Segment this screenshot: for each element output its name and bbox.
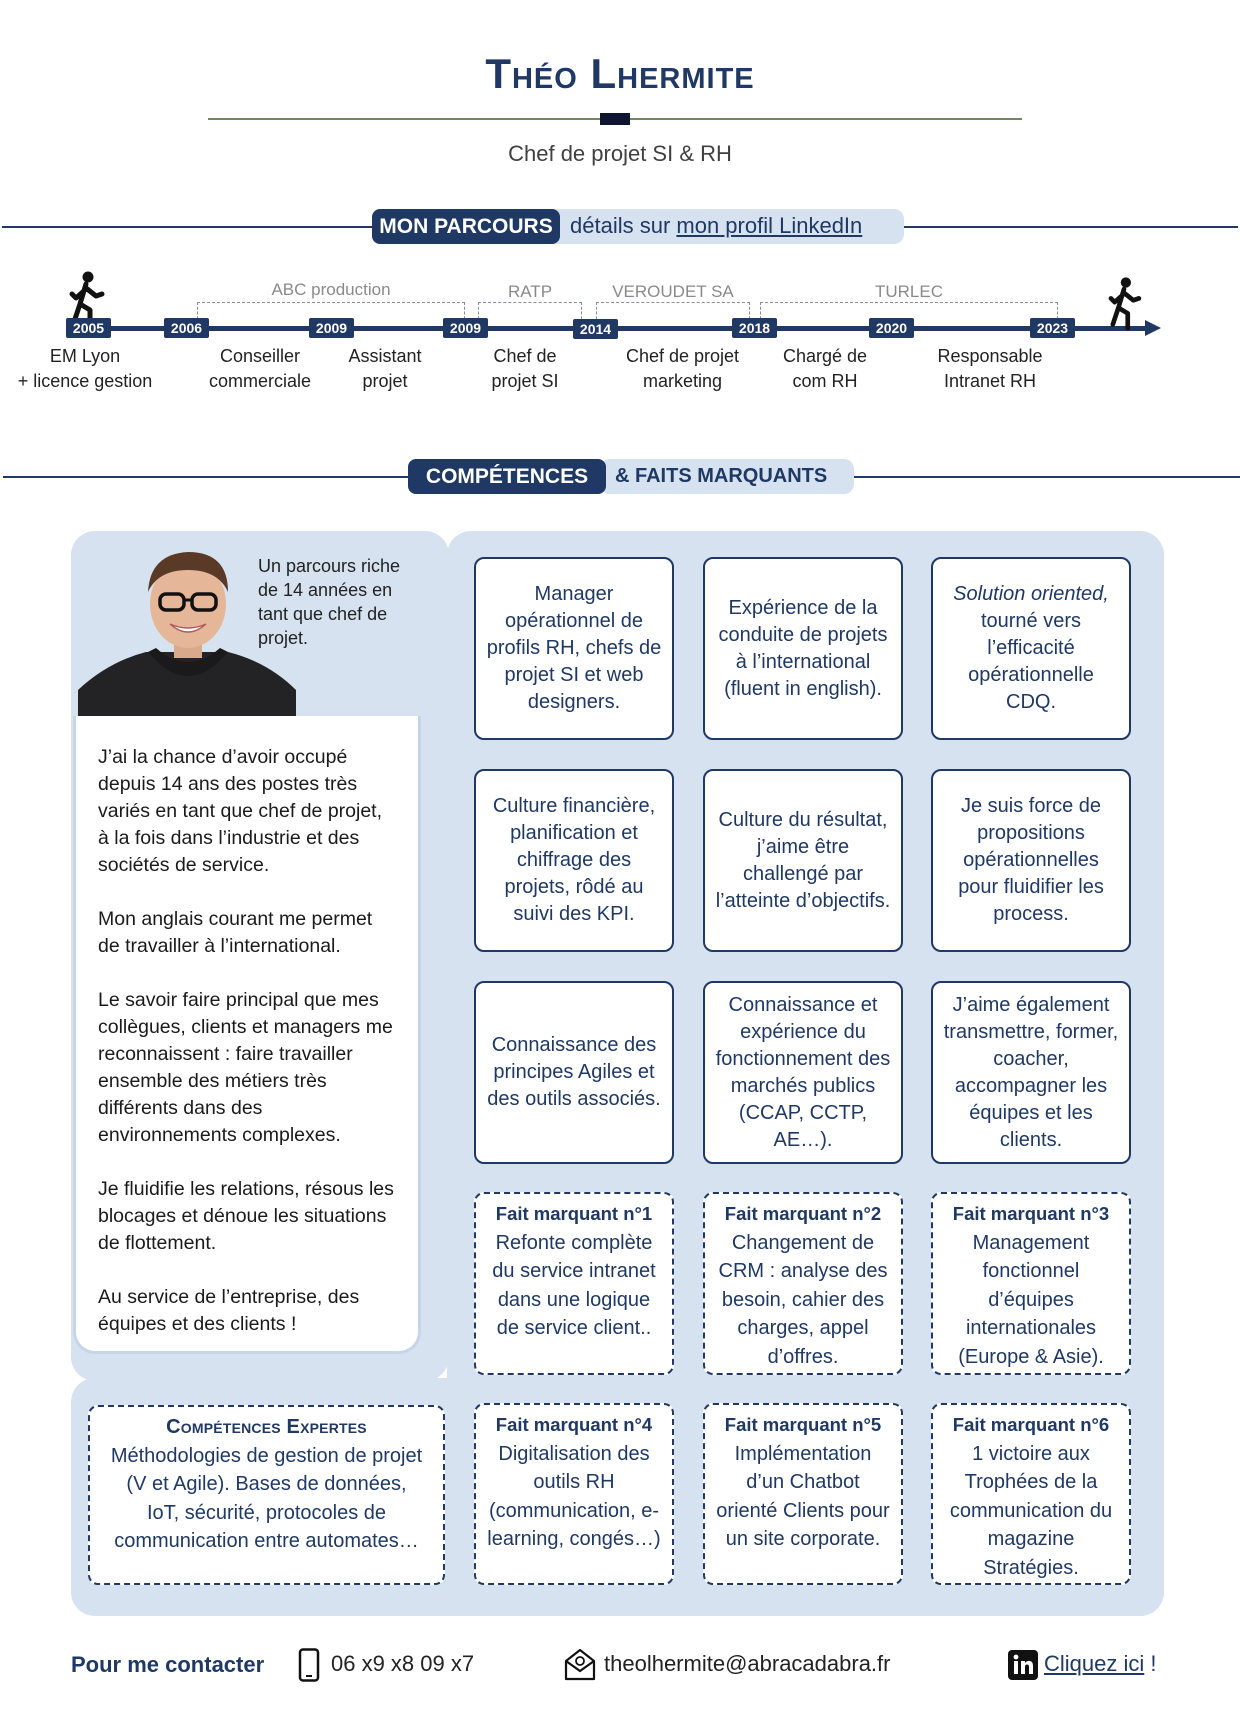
year-badge: 2009 [443,318,488,338]
about-paragraph: Je fluidifie les relations, résous les blocages et dénoue les situations de flottement. [98,1178,394,1254]
timeline-role: Chef de projet marketing [625,346,740,391]
company-label: TURLEC [860,282,958,302]
parcours-details-prefix: détails sur [570,213,677,238]
name-title: Théo Lhermite [485,50,755,97]
competence-card: Culture du résultat, j’aime être challengé par l’atteinte d’objectifs. [703,769,903,952]
timeline-role: EM Lyon + licence gestion [17,346,153,391]
intro-text: Un parcours riche de 14 années en tant que chef de projet. [258,556,401,648]
fait-marquant-card: Fait marquant n°1 Refonte complète du service intranet dans une logique de service client.. [474,1192,674,1375]
title-divider-mark [600,113,630,125]
competences-line-right [852,476,1240,478]
parcours-label: MON PARCOURS [372,209,560,244]
about-box [73,716,421,1354]
year-badge: 2005 [66,318,111,338]
fait-marquant-card: Fait marquant n°3 Management fonctionnel d’équipes internationales (Europe & Asie). [931,1192,1131,1375]
competence-card: Manager opérationnel de profils RH, chefs de projet SI et web designers. [474,557,674,740]
competence-card: J’aime également transmettre, former, coacher, accompagner les équipes et les clients. [931,981,1131,1164]
faits-marquants-pill: & FAITS MARQUANTS [600,459,854,494]
parcours-line-right [902,226,1238,228]
year-badge: 2014 [573,319,618,339]
company-label: VEROUDET SA [606,282,740,302]
timeline-role: Responsable Intranet RH [937,346,1043,391]
competence-card: Connaissance des principes Agiles et des outils associés. [474,981,674,1164]
competence-card: Solution oriented, tourné vers l’efficacité opérationnelle CDQ. [931,557,1131,740]
email-icon [564,1647,596,1681]
timeline-role: Assistant projet [348,346,422,391]
competence-card: Connaissance et expérience du fonctionnement des marchés publics (CCAP, CCTP, AE…). [703,981,903,1164]
about-paragraph: Au service de l’entreprise, des équipes et des clients ! [98,1286,360,1335]
expert-skills-card: Compétences Expertes Méthodologies de gestion de projet (V et Agile). Bases de données, IoT, sécurité, protocoles de communication entre automates… [88,1405,445,1585]
about-paragraph: Mon anglais courant me permet de travailler à l’international. [98,908,373,957]
contact-linkedin [1044,1651,1157,1677]
about-paragraph: Le savoir faire principal que mes collègues, clients et managers me reconnaissent : faire travailler ensemble des métiers très différents dans des environnements complexes. [98,989,393,1146]
timeline-role: Conseiller commerciale [208,346,312,391]
walker-icon [1104,276,1144,332]
fait-marquant-card: Fait marquant n°4 Digitalisation des outils RH (communication, e-learning, congés…) [474,1403,674,1585]
parcours-line-left [2,226,374,228]
fait-marquant-card: Fait marquant n°6 1 victoire aux Trophées de la communication du magazine Stratégies. [931,1403,1131,1585]
linkedin-profile-link[interactable]: mon profil LinkedIn [676,213,863,238]
phone-icon [298,1648,320,1682]
card-italic: Solution oriented, [953,583,1109,605]
parcours-details-pill [540,209,904,244]
company-bracket [478,302,582,324]
competence-card: Je suis force de propositions opérationnelles pour fluidifier les process. [931,769,1131,952]
competence-card: Culture financière, planification et chiffrage des projets, rôdé au suivi des KPI. [474,769,674,952]
year-badge: 2018 [732,318,777,338]
year-badge: 2009 [309,318,354,338]
company-label: RATP [498,282,562,302]
fait-marquant-card: Fait marquant n°2 Changement de CRM : analyse des besoin, cahier des charges, appel d’offres. [703,1192,903,1375]
contact-phone[interactable]: 06 x9 x8 09 x7 [331,1651,475,1676]
timeline-role: Chef de projet SI [491,346,559,391]
linkedin-link[interactable]: Cliquez ici [1044,1651,1145,1676]
fait-marquant-card: Fait marquant n°5 Implémentation d’un Chatbot orienté Clients pour un site corporate. [703,1403,903,1585]
competences-line-left [3,476,408,478]
competence-card: Expérience de la conduite de projets à l’international (fluent in english). [703,557,903,740]
year-badge: 2006 [164,318,209,338]
timeline-role: Chargé de com RH [782,346,868,391]
contact-email[interactable]: theolhermite@abracadabra.fr [604,1651,891,1676]
company-label: ABC production [197,280,465,300]
year-badge: 2023 [1030,318,1075,338]
job-subtitle: Chef de projet SI & RH [508,141,732,166]
year-badge: 2020 [869,318,914,338]
linkedin-suffix: ! [1144,1651,1157,1676]
company-bracket [596,302,750,324]
timeline-arrow [1145,320,1161,336]
contact-label: Pour me contacter [71,1652,265,1677]
linkedin-icon [1008,1650,1038,1680]
about-paragraph: J’ai la chance d’avoir occupé depuis 14 ans des postes très variés en tant que chef de projet, à la fois dans l’industrie et des sociétés de service. [98,746,383,876]
competences-label: COMPÉTENCES [408,459,606,494]
